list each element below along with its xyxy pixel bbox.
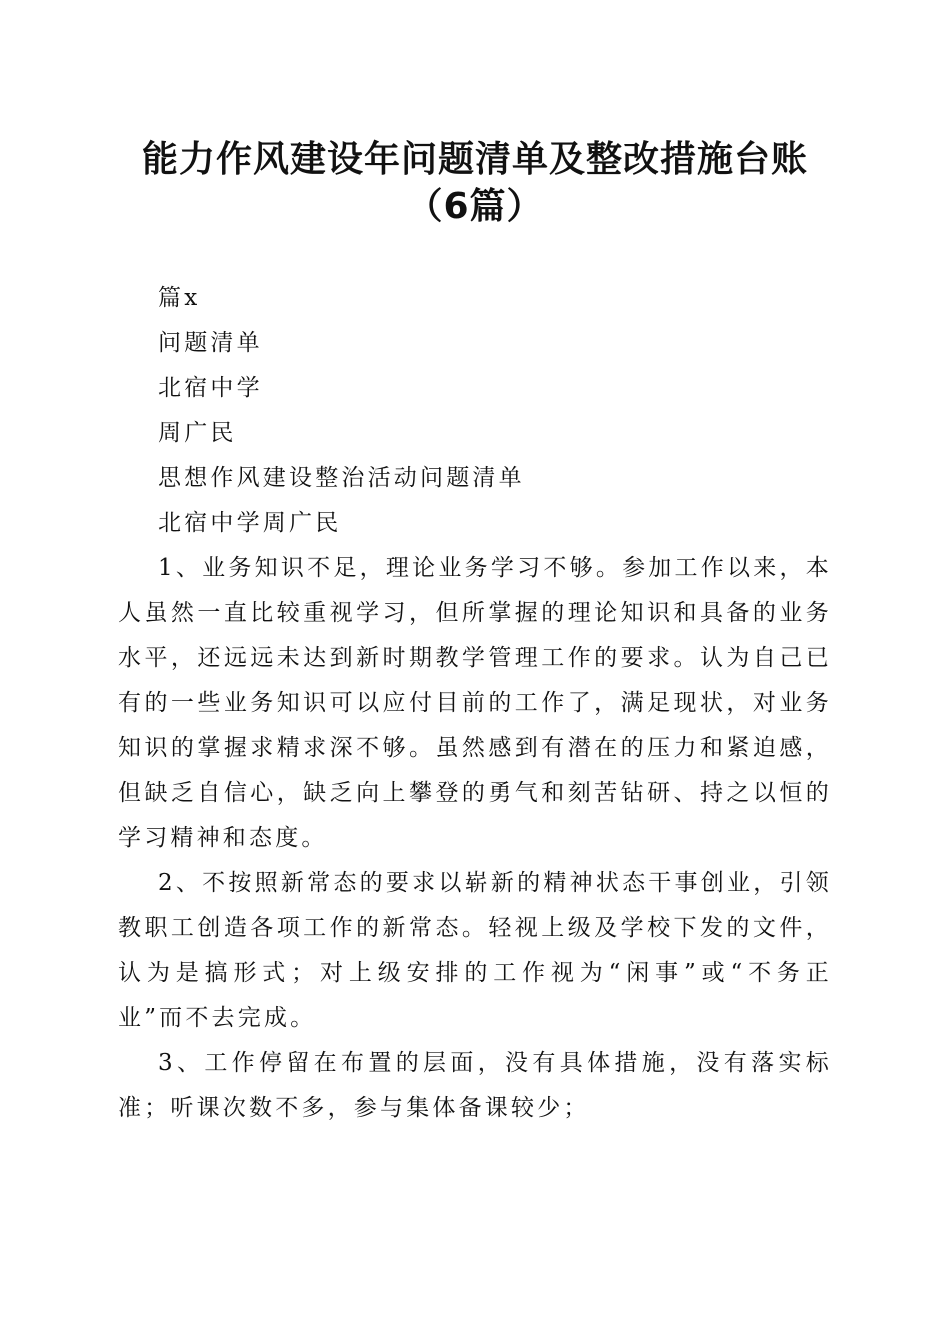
header-line-author: 周广民 (158, 420, 237, 446)
document-body (118, 276, 832, 1131)
header-line-section: 篇x (158, 285, 201, 311)
header-line-activity-title: 思想作风建设整治活动问题清单 (158, 465, 525, 491)
paragraph-3: 3、工作停留在布置的层面，没有具体措施，没有落实标准；听课次数不多，参与集体备课较少； (118, 1050, 832, 1121)
header-line-school-author: 北宿中学周广民 (158, 510, 342, 536)
paragraph-1: 1、业务知识不足，理论业务学习不够。参加工作以来，本人虽然一直比较重视学习，但所掌握的理论知识和具备的业务水平，还远远未达到新时期教学管理工作的要求。认为自己已有的一些业务知识可以应付目前的工作了，满足现状，对业务知识的掌握求精求深不够。虽然感到有潜在的压力和紧迫感，但缺乏自信心，缺乏向上攀登的勇气和刻苦钻研、持之以恒的学习精神和态度。 (118, 555, 832, 851)
header-line-school: 北宿中学 (158, 375, 263, 401)
paragraph-2: 2、不按照新常态的要求以崭新的精神状态干事创业，引领教职工创造各项工作的新常态。轻视上级及学校下发的文件，认为是搞形式；对上级安排的工作视为“闲事”或“不务正业”而不去完成。 (118, 870, 832, 1031)
document-title: 能力作风建设年问题清单及整改措施台账（6篇） (141, 139, 808, 227)
header-line-list-title: 问题清单 (158, 330, 263, 356)
